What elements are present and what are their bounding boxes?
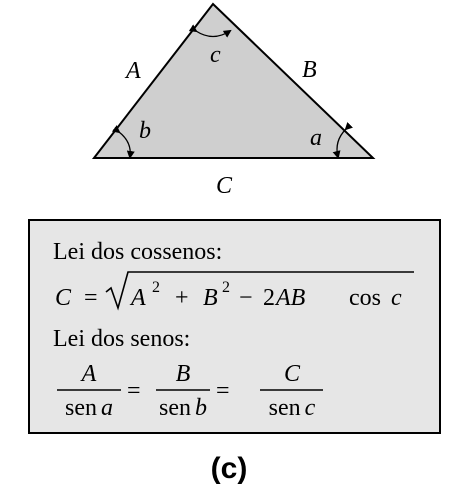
sine-den3-fn: sen xyxy=(268,395,301,421)
angle-label-c: c xyxy=(210,42,221,68)
cosine-AB: AB xyxy=(276,285,306,311)
sine-den2-var: b xyxy=(195,395,207,421)
sine-den3-var: c xyxy=(304,395,316,421)
cosine-law-heading: Lei dos cossenos: xyxy=(53,239,223,265)
sine-den1-var: a xyxy=(101,395,113,421)
sine-numerator-A: A xyxy=(81,361,97,387)
cosine-equals: = xyxy=(84,285,98,311)
sine-den1-fn: sen xyxy=(65,395,97,421)
cosine-plus: + xyxy=(175,285,189,311)
cosine-lhs-C: C xyxy=(55,285,72,311)
cosine-B: B xyxy=(203,285,218,311)
sine-numerator-B: B xyxy=(175,361,191,387)
cosine-minus: − xyxy=(239,285,253,311)
sine-equals-2: = xyxy=(216,378,230,404)
side-label-B: B xyxy=(302,57,317,83)
sine-den2-fn: sen xyxy=(159,395,191,421)
figure-caption: (c) xyxy=(210,452,248,485)
sine-numerator-C: C xyxy=(283,361,301,387)
cosine-two: 2 xyxy=(263,285,275,311)
sine-law-heading: Lei dos senos: xyxy=(53,326,191,352)
cosine-exp-A: 2 xyxy=(152,279,160,296)
cosine-exp-B: 2 xyxy=(222,279,230,296)
side-label-C: C xyxy=(216,173,233,199)
sine-denominator-1 xyxy=(65,395,113,421)
angle-label-a: a xyxy=(310,125,322,151)
cosine-cos: cos xyxy=(349,285,381,311)
angle-label-b: b xyxy=(139,118,151,144)
cosine-A: A xyxy=(131,285,146,311)
sine-equals-1: = xyxy=(127,378,141,404)
cosine-c: c xyxy=(391,285,402,311)
side-label-A: A xyxy=(126,58,141,84)
sine-denominator-3 xyxy=(269,395,316,421)
sine-denominator-2 xyxy=(159,395,207,421)
